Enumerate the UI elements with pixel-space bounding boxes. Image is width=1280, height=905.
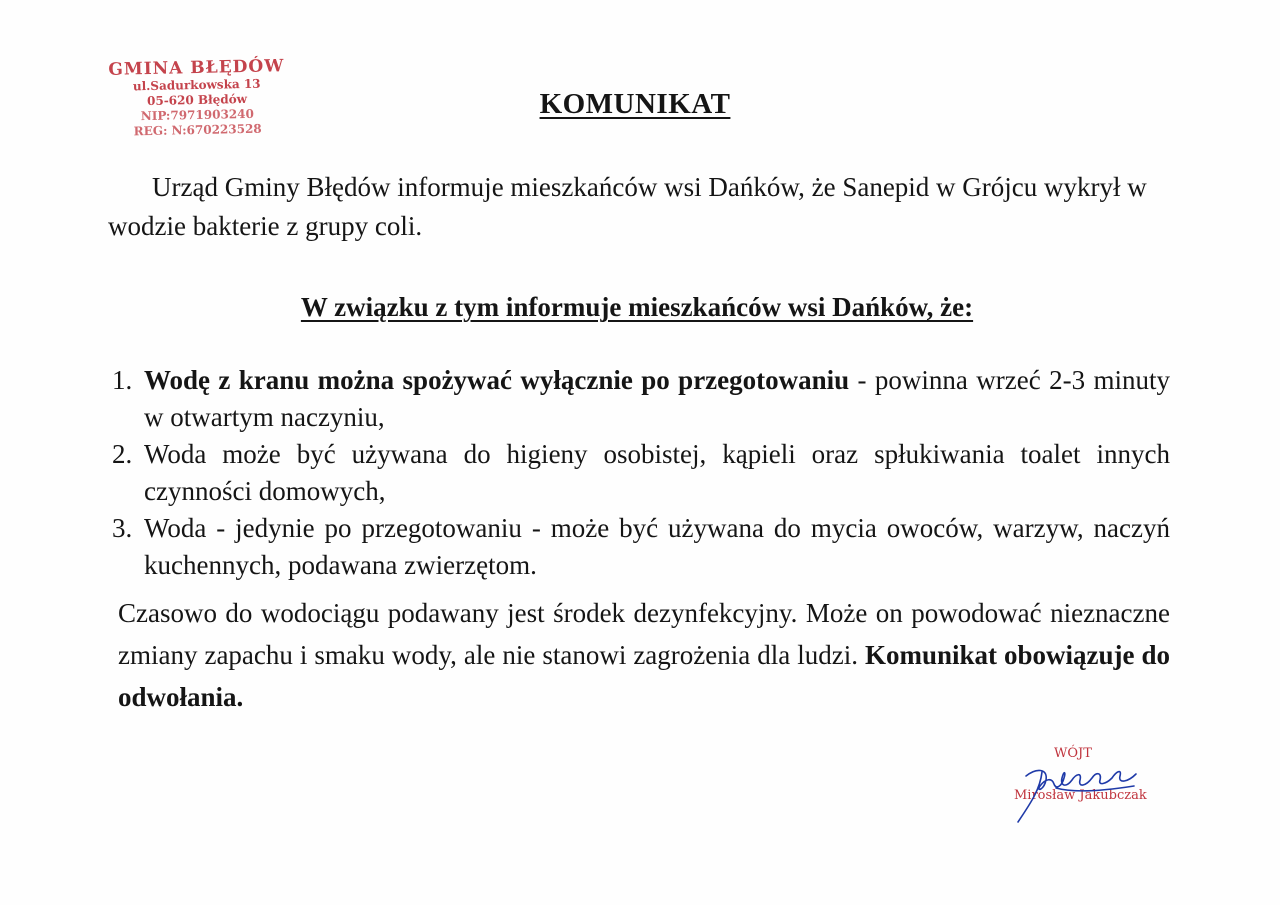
- list-item-text: - powinna wrzeć 2-3 minuty w otwartym naczyniu,: [144, 365, 1170, 432]
- intro-paragraph: Urząd Gminy Błędów informuje mieszkańców wsi Dańków, że Sanepid w Grójcu wykrył w wodzie bakterie z grupy coli.: [108, 172, 1147, 241]
- stamp-street: ul.Sadurkowska 13: [132, 76, 261, 94]
- signature-person: Mirosław Jakubczak: [1014, 788, 1147, 803]
- list-item-number: 3.: [112, 513, 133, 543]
- list-item-text: Woda - jedynie po przegotowaniu - może być używana do mycia owoców, warzyw, naczyń kuchennych, podawana zwierzętom.: [144, 513, 1170, 580]
- document-title: [0, 88, 1270, 121]
- signature-block: [1000, 742, 1180, 832]
- subheading: [0, 292, 1274, 323]
- list-item-text: Woda może być używana do higieny osobistej, kąpieli oraz spłukiwania toalet innych czynności domowych,: [144, 439, 1170, 506]
- list-item: [112, 436, 1170, 510]
- rules-list: [112, 362, 1170, 584]
- signature-role: WÓJT: [1054, 746, 1092, 761]
- stamp-nip: NIP:7971903240: [140, 106, 255, 124]
- list-item: [112, 362, 1170, 436]
- stamp-regon: REG: N:670223528: [133, 121, 262, 139]
- subheading-text: W związku z tym informuje mieszkańców wsi Dańków, że:: [300, 292, 974, 322]
- list-item: [112, 510, 1170, 584]
- closing-paragraph: [118, 592, 1170, 718]
- closing-bold: Komunikat obowiązuje do odwołania.: [118, 640, 1170, 712]
- document-title-text: KOMUNIKAT: [539, 88, 731, 120]
- list-item-number: 2.: [112, 439, 133, 469]
- closing-text: Czasowo do wodociągu podawany jest środek dezynfekcyjny. Może on powodować nieznaczne zmiany zapachu i smaku wody, ale nie stanowi zagrożenia dla ludzi.: [118, 598, 1170, 670]
- handwritten-signature-icon: [1000, 742, 1180, 832]
- list-item-bold: Wodę z kranu można spożywać wyłącznie po przegotowaniu: [144, 365, 850, 395]
- stamp-postal: 05-620 Błędów: [146, 91, 248, 109]
- stamp-name: GMINA BŁĘDÓW: [108, 56, 285, 80]
- list-item-number: 1.: [112, 365, 133, 395]
